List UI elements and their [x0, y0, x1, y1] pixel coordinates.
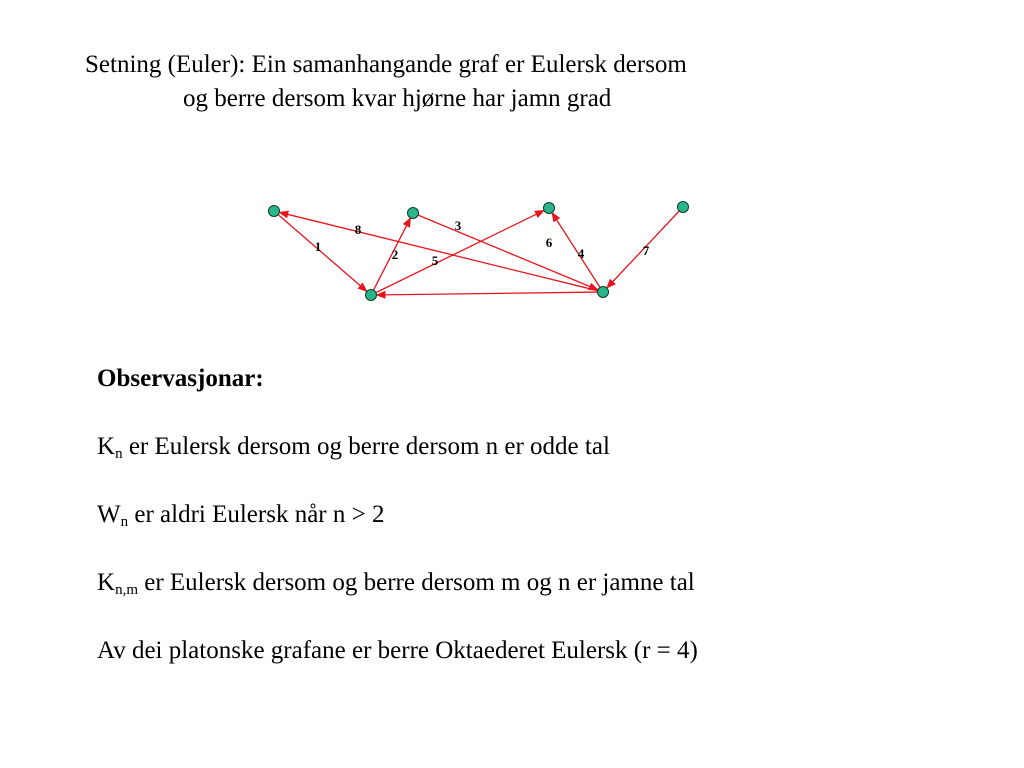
- graph-vertex-2: [408, 208, 419, 219]
- graph-vertices: [269, 202, 689, 301]
- theorem-line-2: og berre dersom kvar hjørne har jamn grad: [183, 85, 612, 112]
- graph-vertex-6: [598, 287, 609, 298]
- graph-vertex-5: [366, 290, 377, 301]
- graph-edge-label: 3: [454, 218, 462, 233]
- graph-vertex-3: [544, 203, 555, 214]
- observation-wn: $W_n$ er aldri Eulersk når n > 2: [97, 501, 385, 530]
- observation-knm: $K_{n,m}$ er Eulersk dersom og berre dersom m og n er jamne tal: [97, 569, 695, 598]
- graph-edge-label: 6: [545, 235, 553, 250]
- graph-edge-label: 5: [431, 253, 439, 268]
- graph-edge-label: 2: [391, 247, 399, 262]
- observation-kn: $K_n$ er Eulersk dersom og berre dersom n er odde tal: [97, 433, 610, 462]
- observations: [97, 362, 698, 702]
- graph-edge-label: 7: [642, 243, 650, 258]
- graph-edge-label: 4: [577, 246, 585, 261]
- graph-edge-label: 8: [354, 222, 362, 237]
- graph-edge-5: [376, 292, 597, 295]
- graph-edge-4: [552, 213, 600, 288]
- observation-platonic: Av dei platonske grafane er berre Oktaederet Eulersk (r = 4): [97, 637, 698, 664]
- theorem-line-1: Setning (Euler): Ein samanhangande graf er Eulersk dersom: [85, 51, 687, 78]
- graph-vertex-1: [269, 206, 280, 217]
- graph-edge-1: [278, 215, 367, 292]
- graph-vertex-4: [678, 202, 689, 213]
- observations-heading: Observasjonar:: [97, 365, 264, 392]
- graph-edge-labels: [315, 218, 650, 268]
- graph-edge-label: 1: [314, 239, 322, 254]
- graph-edges: [278, 210, 679, 295]
